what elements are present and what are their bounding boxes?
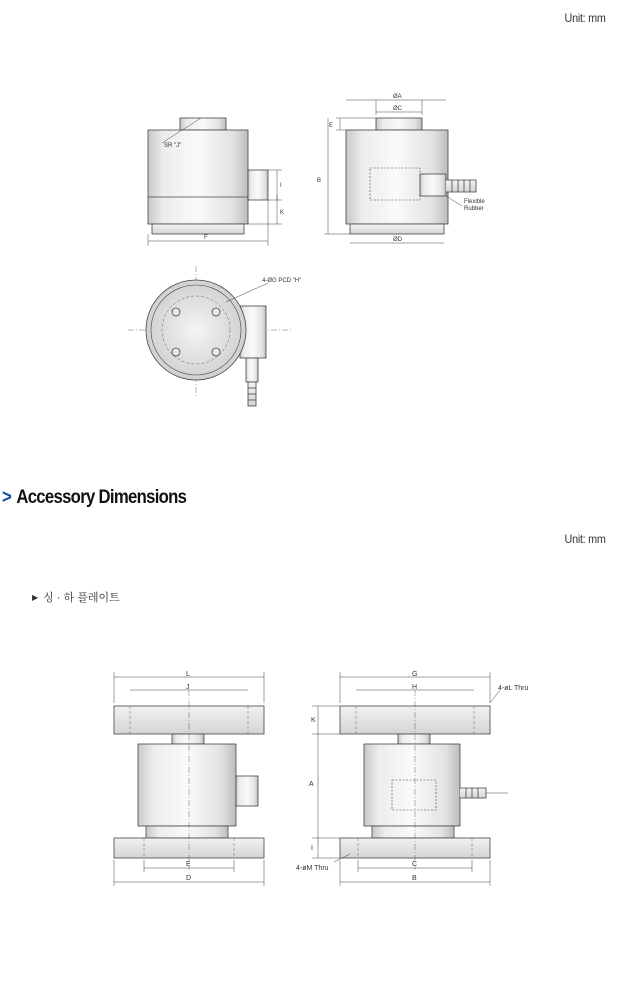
acc-holes-bottom-label: 4-øM Thru xyxy=(296,865,329,872)
acc-dim-label-h: H xyxy=(412,684,418,691)
acc-dim-label-d: D xyxy=(186,875,192,882)
acc-dim-label-e: E xyxy=(186,861,191,868)
unit-label: Unit: mm xyxy=(564,11,606,25)
acc-dim-label-b: B xyxy=(412,875,417,882)
dim-label-sr: SR "J" xyxy=(164,143,182,149)
sub-label xyxy=(32,589,120,605)
load-cell-side-view xyxy=(324,100,476,243)
triangle-right-icon: ▶ xyxy=(32,593,39,602)
unit-label-2: Unit: mm xyxy=(564,532,606,546)
dim-label-k: K xyxy=(280,210,285,216)
dim-label-e: E xyxy=(329,123,334,129)
load-cell-top-view xyxy=(128,266,292,406)
cable-label-2: Rubber xyxy=(464,206,484,212)
load-cell-front-view xyxy=(148,118,285,246)
dim-label-b: B xyxy=(317,178,322,184)
cable-label: Flexible xyxy=(464,199,485,205)
dim-label-d: ØD xyxy=(393,237,402,243)
dim-label-a: ØA xyxy=(393,94,402,100)
section-title-text: Accessory Dimensions xyxy=(16,487,187,508)
acc-holes-top-label: 4-øL Thru xyxy=(498,685,529,692)
dim-label-i: I xyxy=(280,183,282,189)
pcd-label: 4-ØG PCD "H" xyxy=(262,278,302,284)
acc-dim-label-j: J xyxy=(186,684,190,691)
acc-dim-label-a: A xyxy=(309,781,314,788)
acc-dim-label-k: K xyxy=(311,717,316,724)
acc-dim-label-l: L xyxy=(186,671,190,678)
acc-dim-label-i: I xyxy=(311,845,313,852)
acc-dim-label-g: G xyxy=(412,671,418,678)
accessory-side-view xyxy=(312,672,508,886)
dim-label-c: ØC xyxy=(393,106,402,112)
dim-label-f: F xyxy=(204,235,208,241)
section-title xyxy=(2,487,186,509)
acc-dim-label-c: C xyxy=(412,861,418,868)
chevron-right-icon: > xyxy=(2,487,12,508)
sub-label-text: 싱 · 하 플레이트 xyxy=(43,592,120,604)
accessory-front-view xyxy=(114,672,264,886)
